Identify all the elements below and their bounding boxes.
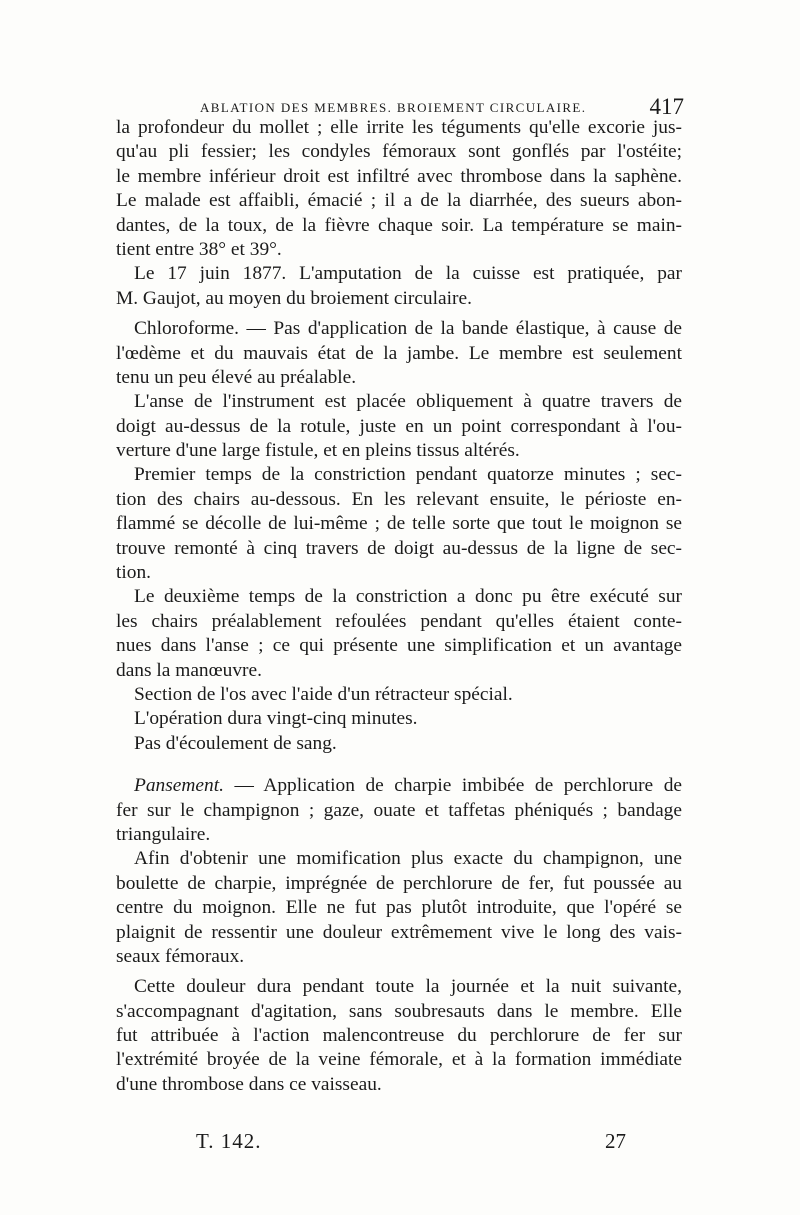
text-line: d'une thrombose dans ce vaisseau. [116, 1073, 382, 1095]
text-line: tion des chairs au-dessous. En les relevant ensuite, le périoste en- [116, 488, 682, 510]
text-line: flammé se décolle de lui-même ; de telle sorte que tout le moignon se [116, 513, 682, 535]
text-line: s'accompagnant d'agitation, sans soubresauts dans le membre. Elle [116, 1000, 682, 1022]
text-line: dantes, de la toux, de la fièvre chaque soir. La température se main- [116, 214, 682, 236]
text-line: Premier temps de la constriction pendant quatorze minutes ; sec- [134, 464, 682, 486]
paragraph [116, 774, 682, 847]
text-line: le membre inférieur droit est infiltré avec thrombose dans la saphène. [116, 165, 682, 187]
text-line: l'œdème et du mauvais état de la jambe. Le membre est seulement [116, 342, 682, 364]
paragraph [116, 390, 682, 463]
text-line: centre du moignon. Elle ne fut pas plutôt introduite, que l'opéré se [116, 897, 682, 919]
running-head: ABLATION DES MEMBRES. BROIEMENT CIRCULAIRE. [200, 100, 587, 115]
text-line: verture d'une large fistule, et en pleins tissus altérés. [116, 440, 520, 462]
text-line: L'anse de l'instrument est placée obliquement à quatre travers de [134, 391, 682, 413]
text-line: dans la manœuvre. [116, 659, 262, 681]
text-line: Section de l'os avec l'aide d'un rétracteur spécial. [134, 683, 513, 705]
text-line: Cette douleur dura pendant toute la journée et la nuit suivante, [134, 976, 682, 998]
text-line: Chloroforme. — Pas d'application de la bande élastique, à cause de [134, 318, 682, 340]
text-line: Afin d'obtenir une momification plus exacte du champignon, une [134, 848, 682, 870]
text-line [116, 774, 682, 798]
signature-mark: T. 142. [196, 1129, 262, 1153]
text-line: plaignit de ressentir une douleur extrêmement vive le long des vais- [116, 921, 682, 943]
text-span: — Application de charpie imbibée de perchlorure de [223, 775, 682, 797]
section-label: Pansement. [134, 775, 224, 797]
body-text [116, 116, 682, 1097]
text-line: Le deuxième temps de la constriction a donc pu être exécuté sur [134, 586, 682, 608]
page-footer [116, 1129, 682, 1157]
text-line: fer sur le champignon ; gaze, ouate et taffetas phéniqués ; bandage [116, 799, 682, 821]
paragraph [116, 975, 682, 1097]
text-line: Le 17 juin 1877. L'amputation de la cuisse est pratiquée, par [134, 263, 682, 285]
text-line: tenu un peu élevé au préalable. [116, 366, 357, 388]
paragraph [116, 847, 682, 969]
text-line: nues dans l'anse ; ce qui présente une simplification et un avantage [116, 635, 682, 657]
text-line: fut attribuée à l'action malencontreuse du perchlorure de fer sur [116, 1025, 682, 1047]
text-line: tient entre 38° et 39°. [116, 238, 282, 260]
text-line: L'opération dura vingt-cinq minutes. [134, 708, 418, 730]
paragraph [116, 262, 682, 311]
paragraph [116, 116, 682, 262]
text-line: seaux fémoraux. [116, 945, 245, 967]
text-line: Pas d'écoulement de sang. [134, 732, 337, 754]
text-line: M. Gaujot, au moyen du broiement circulaire. [116, 287, 472, 309]
paragraph [116, 585, 682, 683]
text-line: qu'au pli fessier; les condyles fémoraux sont gonflés par l'ostéite; [116, 141, 682, 163]
text-line: Le malade est affaibli, émacié ; il a de la diarrhée, des sueurs abon- [116, 190, 682, 212]
paragraph [116, 463, 682, 585]
sheet-number: 27 [605, 1129, 626, 1153]
text-line: doigt au-dessus de la rotule, juste en un point correspondant à l'ou- [116, 415, 682, 437]
text-line: l'extrémité broyée de la veine fémorale, et à la formation immédiate [116, 1049, 682, 1071]
text-line: la profondeur du mollet ; elle irrite les téguments qu'elle excorie jus- [116, 117, 682, 138]
text-line: tion. [116, 562, 152, 584]
text-line: boulette de charpie, imprégnée de perchlorure de fer, fut poussée au [116, 872, 682, 894]
page-number: 417 [649, 94, 684, 119]
text-line: trouve remonté à cinq travers de doigt au-dessus de la ligne de sec- [116, 537, 682, 559]
paragraph [116, 317, 682, 390]
text-line: triangulaire. [116, 823, 211, 845]
text-line: les chairs préalablement refoulées pendant qu'elles étaient conte- [116, 610, 682, 632]
